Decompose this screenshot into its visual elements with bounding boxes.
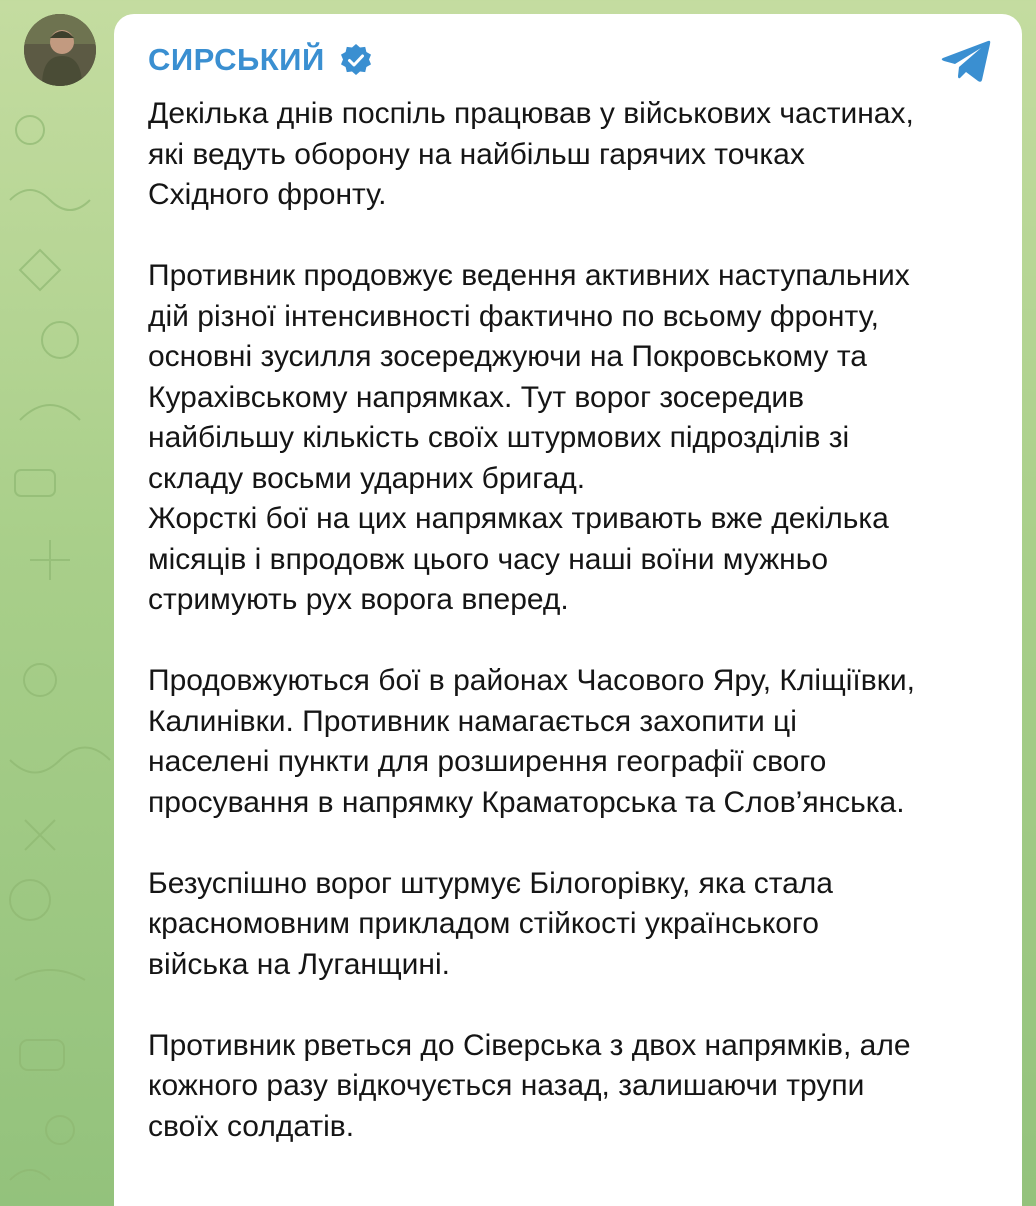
message-paragraph: Продовжуються бої в районах Часового Яру, Кліщіївки, Калинівки. Противник намагається захопити ці населені пункти для розширення географії свого просування в напрямку Краматорська та Слов’янська. xyxy=(148,664,915,819)
message-paragraph: Противник рветься до Сіверська з двох напрямків, але кожного разу відкочується назад, залишаючи трупи своїх солдатів. xyxy=(148,1028,911,1143)
message-header xyxy=(148,38,373,82)
verified-badge-icon xyxy=(339,43,373,77)
message-paragraph: Декілька днів поспіль працював у військових частинах, які ведуть оборону на найбільш гарячих точках Східного фронту. xyxy=(148,97,914,211)
channel-name[interactable]: СИРСЬКИЙ xyxy=(148,42,325,77)
message-paragraph: Безуспішно ворог штурмує Білогорівку, яка стала красномовним прикладом стійкості українського війська на Луганщині. xyxy=(148,866,833,981)
telegram-share-icon[interactable] xyxy=(940,38,992,84)
channel-avatar[interactable] xyxy=(24,14,96,86)
message-text xyxy=(148,94,1008,1147)
message-paragraph: Противник продовжує ведення активних наступальних дій різної інтенсивності фактично по всьому фронту, основні зусилля зосереджуючи на Покровському та Курахівському напрямках. Тут ворог зосередив найбільшу кількість своїх штурмових підрозділів зі складу восьми ударних бригад. Жорсткі бої на цих напрямках тривають вже декілька місяців і впродовж цього часу наші воїни мужньо стримують рух ворога вперед. xyxy=(148,259,910,616)
